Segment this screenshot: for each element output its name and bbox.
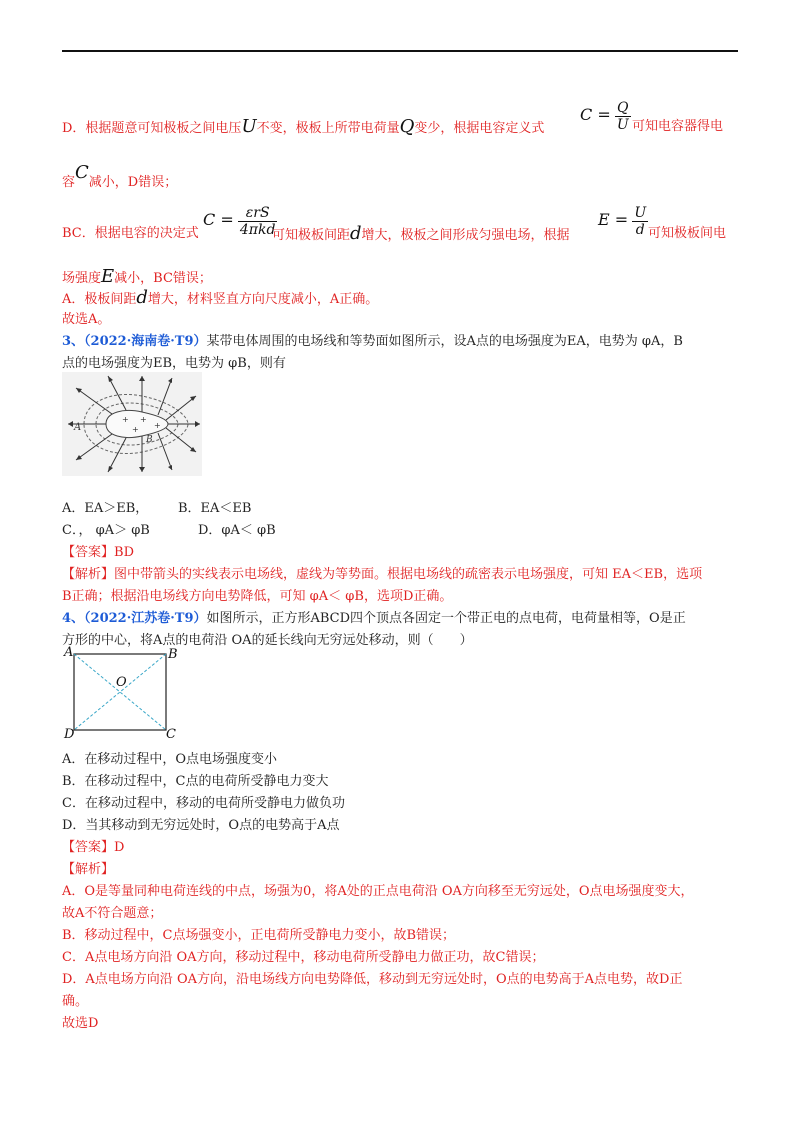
bc-text-2-wrap bbox=[272, 225, 570, 245]
q4-number: 4、 bbox=[62, 611, 85, 626]
bc-text-end: 可知极板间电 bbox=[648, 226, 727, 241]
fraction bbox=[632, 205, 648, 238]
a-explanation-line bbox=[62, 289, 378, 309]
var-d: d bbox=[136, 287, 148, 308]
denominator: d bbox=[632, 221, 648, 238]
q4-opt-d[interactable]: D．当其移动到无穷远处时，O点的电势高于A点 bbox=[62, 818, 340, 833]
answer-value: BD bbox=[114, 545, 134, 560]
q4-analysis-tag: 【解析】 bbox=[62, 862, 115, 877]
q4-opt-a[interactable]: A．在移动过程中，O点电场强度变小 bbox=[62, 752, 278, 767]
formula-lhs: C = bbox=[580, 105, 611, 124]
bc-text-2: 可知极板间距 bbox=[272, 228, 351, 243]
center-O-label: O bbox=[116, 675, 127, 690]
svg-text:+: + bbox=[140, 415, 147, 424]
q3-answer bbox=[62, 544, 134, 562]
var-Q: Q bbox=[399, 116, 415, 137]
fraction bbox=[615, 100, 631, 133]
var-d: d bbox=[350, 223, 362, 244]
bc-text-3: 增大，极板之间形成匀强电场，根据 bbox=[361, 228, 570, 243]
q4-stem-1: 如图所示，正方形ABCD四个顶点各固定一个带正电的点电荷，电荷量相等，O是正 bbox=[206, 611, 686, 626]
answer-tag: 【答案】 bbox=[62, 840, 115, 855]
bc-explanation-line bbox=[62, 225, 199, 243]
square-charges-figure bbox=[62, 646, 192, 740]
numerator: εrS bbox=[245, 205, 270, 221]
answer-tag: 【答案】 bbox=[62, 545, 115, 560]
point-A-label: A bbox=[74, 422, 82, 433]
q3-source: （2022·海南卷·T9） bbox=[84, 334, 207, 349]
d-text-1: D．根据题意可知极板之间电压 bbox=[62, 121, 242, 136]
a-text-1: A．极板间距 bbox=[62, 292, 137, 307]
vertex-C-label: C bbox=[166, 727, 176, 740]
numerator: Q bbox=[617, 100, 629, 116]
analysis-tag: 【解析】 bbox=[62, 567, 115, 582]
q3-stem-line-2: 点的电场强度为EB，电势为 φB，则有 bbox=[62, 356, 286, 371]
field-lines-figure bbox=[62, 372, 202, 476]
q4-analysis-d2: 确。 bbox=[62, 994, 89, 1009]
d-explanation-line bbox=[62, 118, 544, 138]
svg-text:+: + bbox=[132, 425, 139, 434]
d-explanation-line-2 bbox=[62, 162, 178, 192]
q4-analysis-c: C．A点电场方向沿 OA方向，移动过程中，移动电荷所受静电力做正功，故C错误； bbox=[62, 950, 545, 965]
var-U: U bbox=[241, 116, 257, 137]
bc-explanation-line-2 bbox=[62, 268, 212, 288]
analysis-text-1: 图中带箭头的实线表示电场线，虚线为等势面。根据电场线的疏密表示电场强度，可知 EA＜EB，选项 bbox=[114, 567, 703, 582]
q3-number: 3、 bbox=[62, 334, 85, 349]
var-C: C bbox=[75, 162, 89, 183]
choose-a: 故选A。 bbox=[62, 312, 111, 327]
q3-opt-d[interactable]: D．φA＜ φB bbox=[198, 523, 276, 538]
q3-opt-a[interactable]: A．EA＞EB， bbox=[62, 501, 149, 516]
q3-opt-c[interactable]: C．， φA＞ φB bbox=[62, 523, 150, 538]
denominator: 4πkd bbox=[239, 222, 276, 238]
formula-lhs: E = bbox=[598, 210, 629, 229]
svg-text:+: + bbox=[154, 421, 161, 430]
d-text-2: 不变，极板上所带电荷量 bbox=[256, 121, 400, 136]
bc2-text-2: 减小，BC错误； bbox=[114, 271, 212, 286]
d2-text-1: 容 bbox=[62, 175, 76, 190]
q3-opt-b[interactable]: B．EA＜EB bbox=[178, 501, 252, 516]
answer-value: D bbox=[114, 840, 125, 855]
q4-analysis-a1: A．O是等量同种电荷连线的中点，场强为0，将A处的正点电荷沿 OA方向移至无穷远处，O点电场强度变大， bbox=[62, 884, 694, 899]
var-E: E bbox=[101, 266, 115, 287]
vertex-B-label: B bbox=[168, 647, 178, 662]
header-rule bbox=[62, 50, 738, 52]
formula-lhs: C = bbox=[203, 210, 234, 229]
q3-stem-line-1 bbox=[62, 333, 683, 351]
q4-analysis-d1: D．A点电场方向沿 OA方向，沿电场线方向电势降低，移动到无穷远处时，O点的电势高于A点电势，故D正 bbox=[62, 972, 683, 987]
capacitance-definition-formula bbox=[580, 100, 631, 133]
q4-stem-line-1 bbox=[62, 610, 686, 628]
q3-analysis-2: B正确；根据沿电场线方向电势降低，可知 φA＜ φB，选项D正确。 bbox=[62, 589, 453, 604]
q4-answer bbox=[62, 839, 124, 857]
q4-choose: 故选D bbox=[62, 1016, 99, 1031]
capacitance-decision-formula bbox=[203, 205, 277, 238]
a-text-2: 增大，材料竖直方向尺度减小，A正确。 bbox=[147, 292, 379, 307]
denominator: U bbox=[616, 117, 629, 133]
q4-opt-b[interactable]: B．在移动过程中，C点的电荷所受静电力变大 bbox=[62, 774, 329, 789]
q3-stem-1: 某带电体周围的电场线和等势面如图所示，设A点的电场强度为EA，电势为 φA，B bbox=[206, 334, 683, 349]
bc2-text-1: 场强度 bbox=[62, 271, 102, 286]
q4-stem-line-2: 方形的中心，将A点的电荷沿 OA的延长线向无穷远处移动，则（ ） bbox=[62, 633, 473, 648]
q4-opt-c[interactable]: C．在移动过程中，移动的电荷所受静电力做负功 bbox=[62, 796, 345, 811]
vertex-D-label: D bbox=[64, 727, 75, 740]
bc-text-1: BC．根据电容的决定式 bbox=[62, 226, 199, 241]
d-text-3: 变少，根据电容定义式 bbox=[414, 121, 545, 136]
q4-analysis-b: B．移动过程中，C点场强变小，正电荷所受静电力变小，故B错误； bbox=[62, 928, 456, 943]
d2-text-2: 减小，D错误； bbox=[88, 175, 178, 190]
q4-analysis-a2: 故A不符合题意； bbox=[62, 906, 163, 921]
d-text-end: 可知电容器得电 bbox=[632, 119, 724, 134]
numerator: U bbox=[634, 205, 647, 221]
vertex-A-label: A bbox=[64, 646, 74, 660]
svg-text:+: + bbox=[122, 415, 129, 424]
field-strength-formula bbox=[598, 205, 648, 238]
q3-analysis-1 bbox=[62, 566, 702, 584]
point-B-label: B bbox=[146, 435, 153, 445]
q4-source: （2022·江苏卷·T9） bbox=[84, 611, 207, 626]
